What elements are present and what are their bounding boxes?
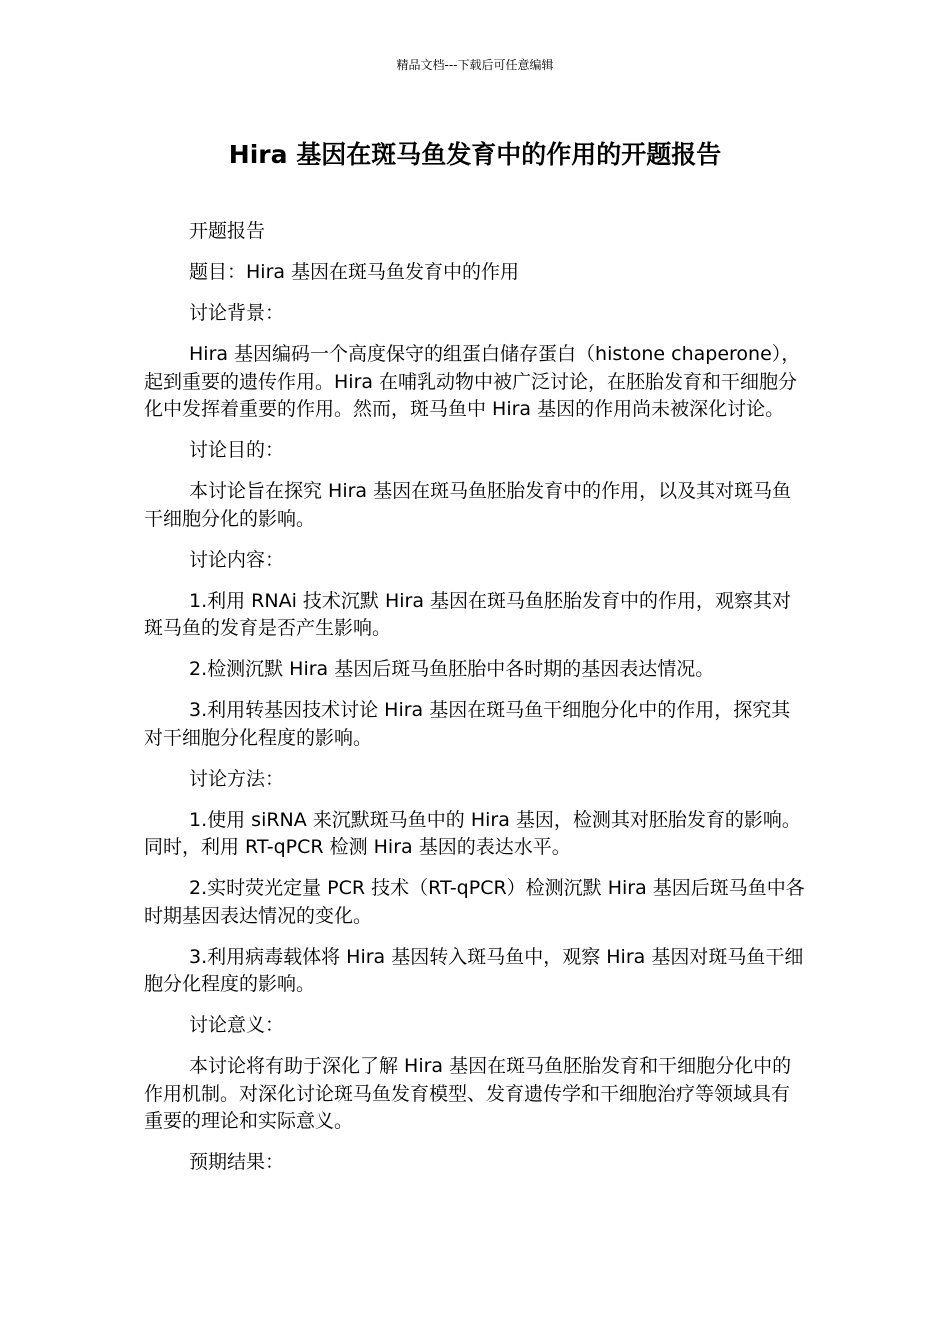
paragraph-method-3: 3.利用病毒载体将 Hira 基因转入斑马鱼中，观察 Hira 基因对斑马鱼干细胞分化程度的影响。: [144, 945, 804, 995]
paragraph-report-label: 开题报告: [189, 220, 266, 242]
page-header-note: 精品文档---下载后可任意编辑: [396, 58, 554, 72]
paragraph-background: Hira 基因编码一个高度保守的组蛋白储存蛋白（histone chaperone），起到重要的遗传作用。Hira 在哺乳动物中被广泛讨论，在胚胎发育和干细胞分化中发挥着重要的作用。然而，斑马鱼中 Hira 基因的作用尚未被深化讨论。: [144, 343, 801, 420]
paragraph-topic: 题目：Hira 基因在斑马鱼发育中的作用: [189, 261, 520, 283]
heading-purpose: 讨论目的：: [189, 439, 285, 461]
paragraph-significance: 本讨论将有助于深化了解 Hira 基因在斑马鱼胚胎发育和干细胞分化中的作用机制。对深化讨论斑马鱼发育模型、发育遗传学和干细胞治疗等领域具有重要的理论和实际意义。: [144, 1055, 792, 1132]
paragraph-content-3: 3.利用转基因技术讨论 Hira 基因在斑马鱼干细胞分化中的作用，探究其对干细胞分化程度的影响。: [144, 699, 791, 749]
paragraph-method-1: 1.使用 siRNA 来沉默斑马鱼中的 Hira 基因，检测其对胚胎发育的影响。同时，利用 RT-qPCR 检测 Hira 基因的表达水平。: [144, 808, 801, 858]
heading-content: 讨论内容：: [189, 548, 285, 571]
paragraph-purpose: 本讨论旨在探究 Hira 基因在斑马鱼胚胎发育中的作用，以及其对斑马鱼干细胞分化的影响。: [144, 480, 792, 530]
document-body: [144, 218, 808, 1190]
heading-background: 讨论背景：: [189, 302, 285, 324]
paragraph-content-2: 2.检测沉默 Hira 基因后斑马鱼胚胎中各时期的基因表达情况。: [189, 658, 715, 680]
paragraph-method-2: 2.实时荧光定量 PCR 技术（RT-qPCR）检测沉默 Hira 基因后斑马鱼中各时期基因表达情况的变化。: [144, 877, 805, 927]
heading-significance: 讨论意义：: [189, 1014, 285, 1036]
paragraph-content-1: 1.利用 RNAi 技术沉默 Hira 基因在斑马鱼胚胎发育中的作用，观察其对斑马鱼的发育是否产生影响。: [144, 589, 791, 639]
heading-expected-results: 预期结果：: [189, 1151, 285, 1173]
document-title: Hira 基因在斑马鱼发育中的作用的开题报告: [228, 140, 722, 169]
heading-methods: 讨论方法：: [189, 767, 285, 790]
